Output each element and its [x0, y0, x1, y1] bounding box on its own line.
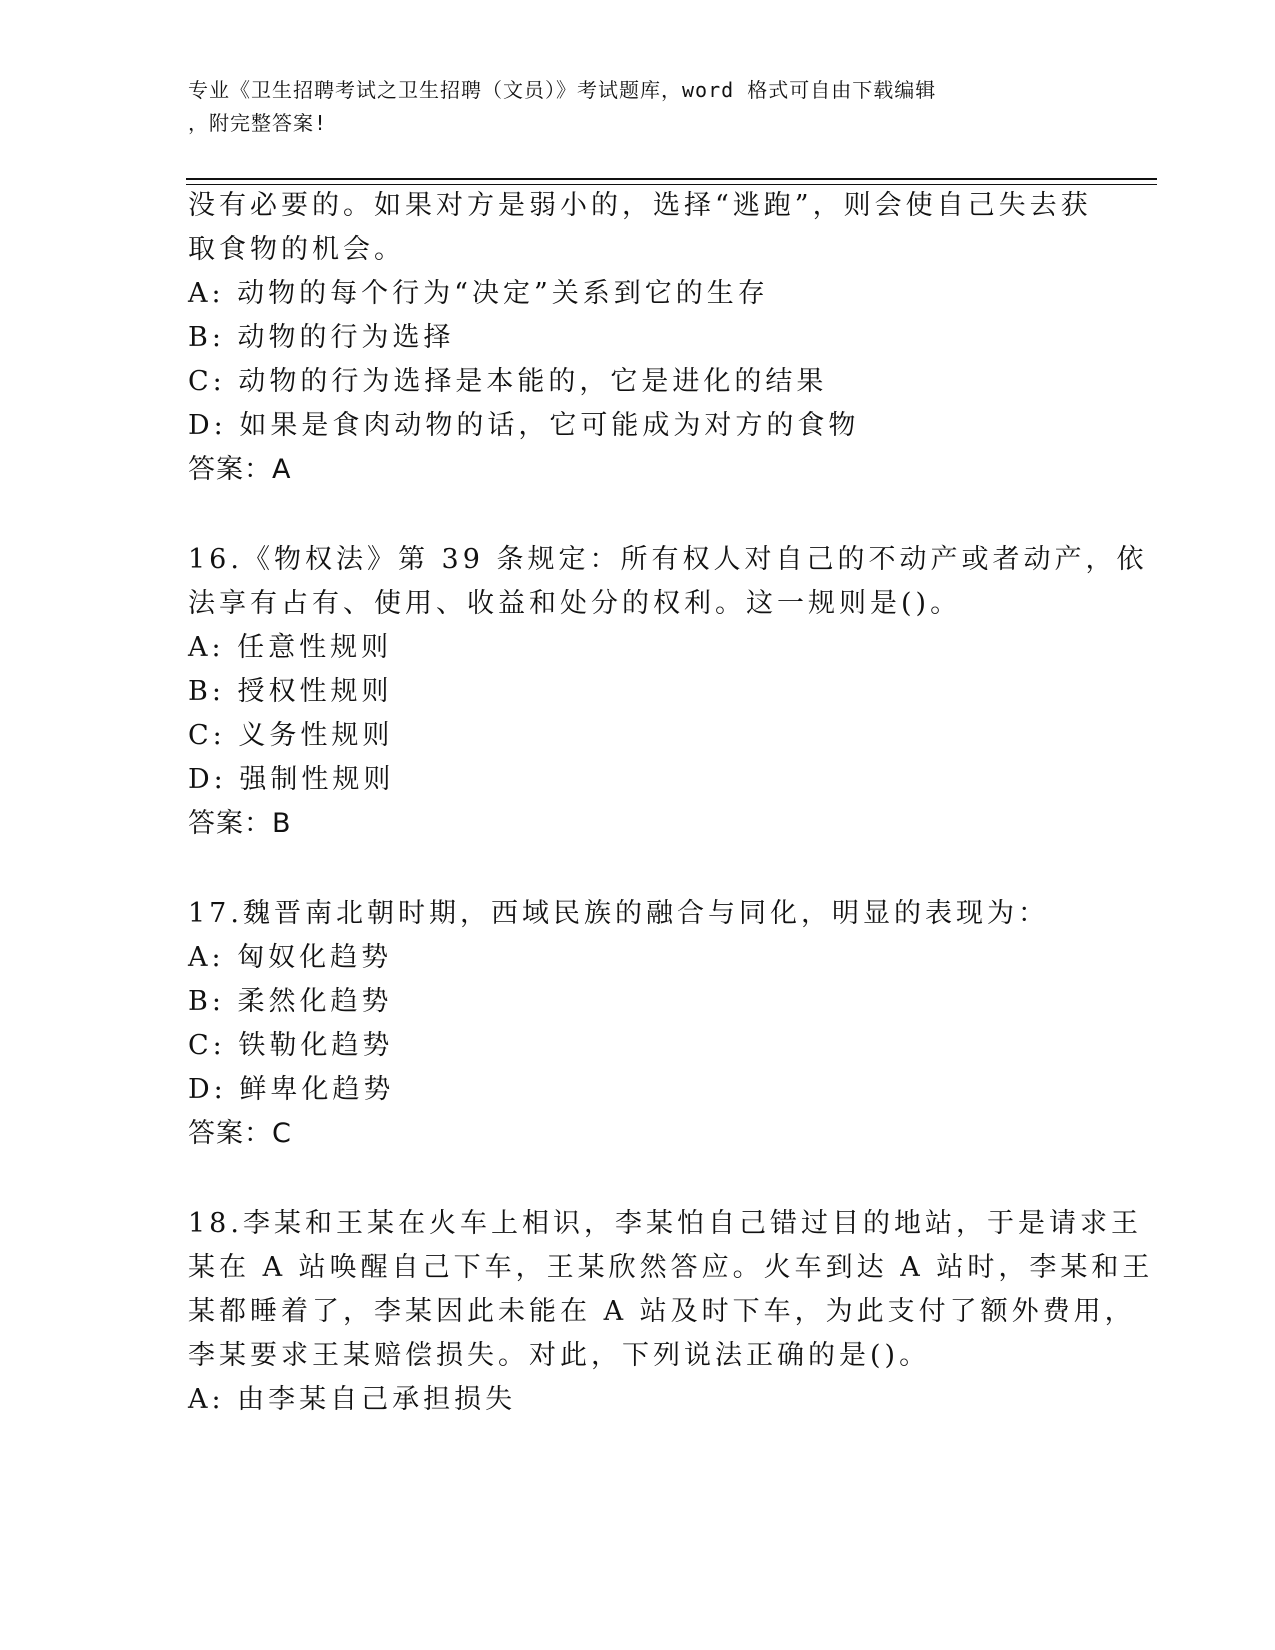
document-header — [188, 74, 1068, 140]
q16-stem-line-2: 法享有占有、使用、收益和处分的权利。这一规则是()。 — [188, 588, 962, 619]
q16-answer: 答案：B — [188, 808, 292, 839]
q16-option-c: C: 义务性规则 — [188, 720, 394, 751]
q16-stem-line-1: 16.《物权法》第 39 条规定：所有权人对自己的不动产或者动产，依 — [188, 544, 1148, 575]
q18-stem-line-3: 某都睡着了，李某因此未能在 A 站及时下车，为此支付了额外费用， — [188, 1296, 1136, 1327]
q15-text-line-2: 取食物的机会。 — [188, 234, 405, 265]
q17-option-d: D: 鲜卑化趋势 — [188, 1074, 395, 1105]
header-line-2: ，附完整答案! — [188, 111, 328, 135]
q18-stem-line-4: 李某要求王某赔偿损失。对此，下列说法正确的是()。 — [188, 1340, 931, 1371]
q15-option-c: C: 动物的行为选择是本能的，它是进化的结果 — [188, 366, 828, 397]
q16-option-b: B: 授权性规则 — [188, 676, 393, 707]
q15-option-a: A: 动物的每个行为“决定”关系到它的生存 — [188, 278, 769, 309]
q15-option-d: D: 如果是食肉动物的话，它可能成为对方的食物 — [188, 410, 860, 441]
q17-option-c: C: 铁勒化趋势 — [188, 1030, 394, 1061]
q17-option-a: A: 匈奴化趋势 — [188, 942, 393, 973]
q17-answer: 答案：C — [188, 1118, 292, 1149]
header-rule-thick — [186, 178, 1157, 180]
header-rule-thin — [186, 184, 1157, 185]
q15-answer: 答案：A — [188, 454, 292, 485]
q17-option-b: B: 柔然化趋势 — [188, 986, 393, 1017]
q17-stem-line-1: 17.魏晋南北朝时期，西域民族的融合与同化，明显的表现为： — [188, 898, 1049, 929]
q18-stem-line-2: 某在 A 站唤醒自己下车，王某欣然答应。火车到达 A 站时，李某和王 — [188, 1252, 1154, 1283]
q18-option-a: A: 由李某自己承担损失 — [188, 1384, 517, 1415]
q16-option-d: D: 强制性规则 — [188, 764, 395, 795]
q16-option-a: A: 任意性规则 — [188, 632, 393, 663]
q18-stem-line-1: 18.李某和王某在火车上相识，李某怕自己错过目的地站，于是请求王 — [188, 1208, 1142, 1239]
header-line-1: 专业《卫生招聘考试之卫生招聘（文员）》考试题库，word 格式可自由下载编辑 — [188, 78, 937, 102]
q15-text-line-1: 没有必要的。如果对方是弱小的，选择“逃跑”，则会使自己失去获 — [188, 190, 1092, 221]
q15-option-b: B: 动物的行为选择 — [188, 322, 455, 353]
